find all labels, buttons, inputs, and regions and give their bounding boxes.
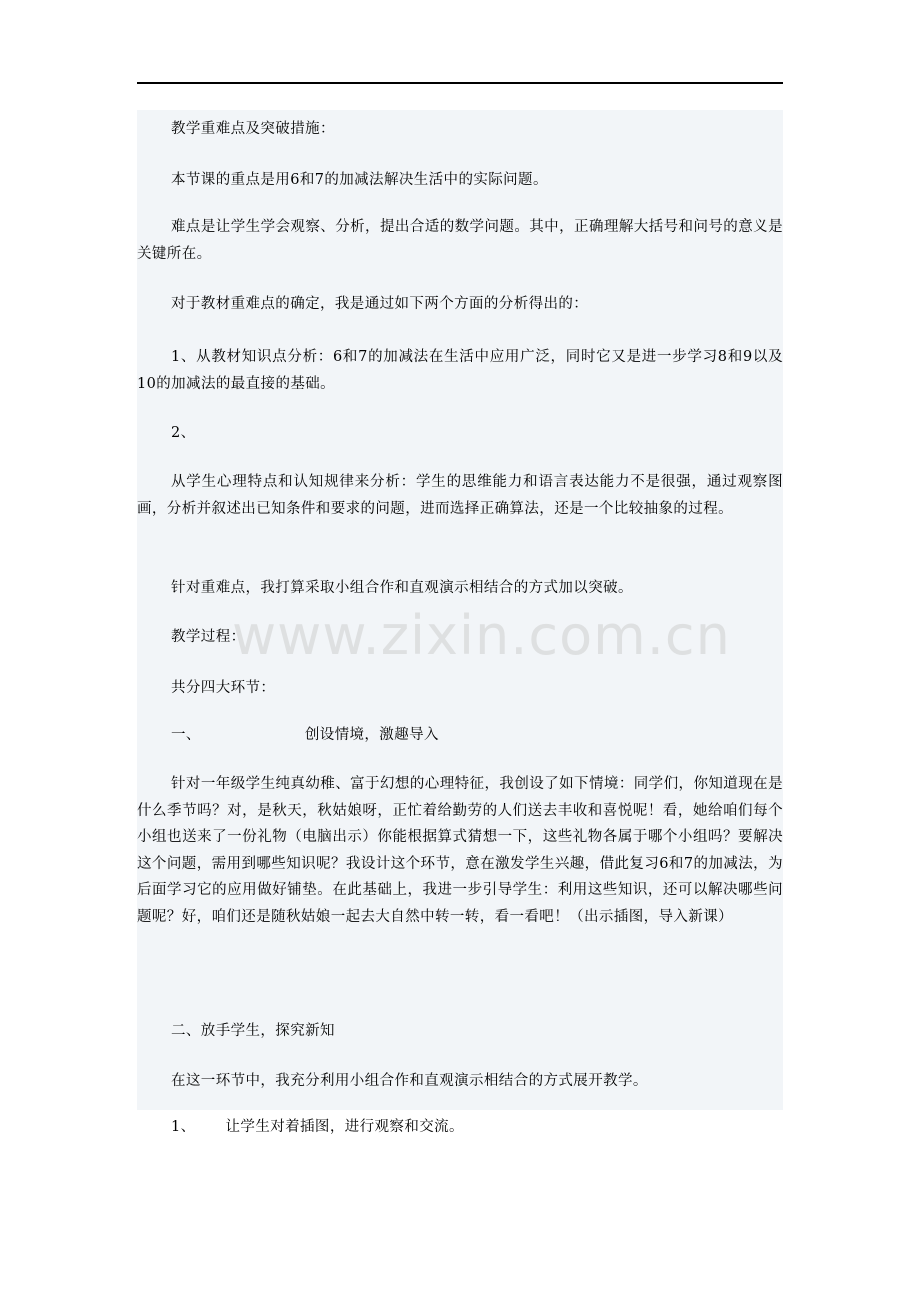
section-number: 一、 (171, 727, 201, 743)
paragraph-four-stages: 共分四大环节： (171, 680, 276, 696)
list-item-text: 让学生对着插图，进行观察和交流。 (225, 1119, 464, 1135)
paragraph-analysis-2-number: 2、 (171, 425, 196, 441)
list-item-one (137, 1114, 783, 1141)
list-item-number: 1、 (171, 1119, 196, 1135)
paragraph-analysis-intro: 对于教材重难点的确定，我是通过如下两个方面的分析得出的： (171, 296, 589, 312)
header-rule (137, 82, 783, 84)
heading-key-points: 教学重难点及突破措施： (171, 121, 335, 137)
section-heading-two: 二、放手学生，探究新知 (171, 1023, 335, 1039)
heading-teaching-process: 教学过程： (171, 629, 246, 645)
paragraph-focus: 本节课的重点是用6和7的加减法解决生活中的实际问题。 (171, 172, 548, 188)
watermark: www.zixin.com.cn (232, 604, 731, 667)
paragraph-scenario: 针对一年级学生纯真幼稚、富于幻想的心理特征，我创设了如下情境：同学们，你知道现在是什么季节吗？对，是秋天，秋姑娘呀，正忙着给勤劳的人们送去丰收和喜悦呢！看，她给咱们每个小组也送来了一份礼物（电脑出示）你能根据算式猜想一下，这些礼物各属于哪个小组吗？要解决这个问题，需用到哪些知识呢？我设计这个环节，意在激发学生兴趣，借此复习6和7的加减法，为后面学习它的应用做好铺垫。在此基础上，我进一步引导学生：利用这些知识，还可以解决哪些问题呢？好，咱们还是随秋姑娘一起去大自然中转一转，看一看吧！（出示插图，导入新课） (137, 776, 783, 925)
paragraph-analysis-2: 从学生心理特点和认知规律来分析：学生的思维能力和语言表达能力不是很强，通过观察图画，分析并叙述出已知条件和要求的问题，进而选择正确算法，还是一个比较抽象的过程。 (137, 474, 783, 517)
section-heading-one (137, 722, 783, 749)
paragraph-analysis-1: 1、从教材知识点分析：6和7的加减法在生活中应用广泛，同时它又是进一步学习8和9以及10的加减法的最直接的基础。 (137, 349, 783, 392)
paragraph-breakthrough: 针对重难点，我打算采取小组合作和直观演示相结合的方式加以突破。 (171, 580, 633, 596)
section-title: 创设情境，激趣导入 (304, 727, 439, 743)
paragraph-difficulty: 难点是让学生学会观察、分析，提出合适的数学问题。其中，正确理解大括号和问号的意义是关键所在。 (137, 219, 783, 262)
paragraph-group-work: 在这一环节中，我充分利用小组合作和直观演示相结合的方式展开教学。 (171, 1073, 648, 1089)
